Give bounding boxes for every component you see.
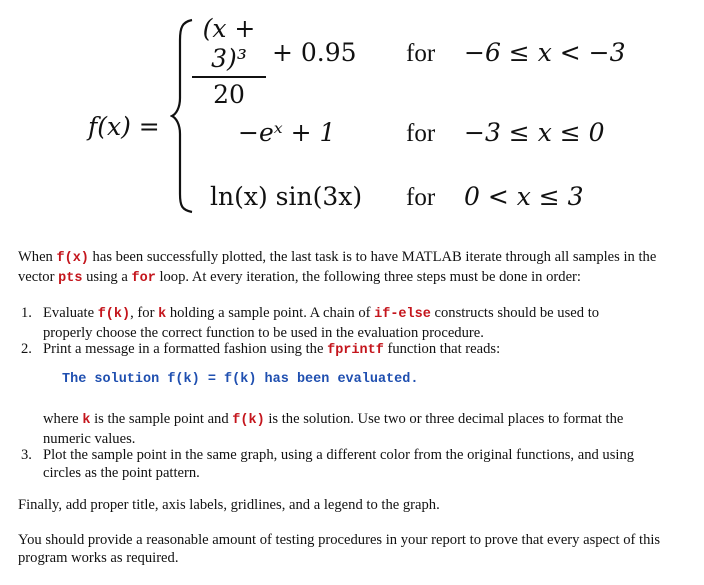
inline-code-fx: f(x): [56, 251, 89, 266]
inline-code-k: k: [158, 307, 167, 322]
inline-code-fk: f(k): [232, 413, 265, 428]
text-run: , for: [130, 305, 159, 321]
text-run: vector: [18, 269, 59, 285]
testing-line-2: program works as required.: [18, 550, 179, 566]
testing-paragraph: [18, 531, 688, 567]
case2-condition: −3 ≤ x ≤ 0: [464, 118, 605, 147]
list-item: [21, 340, 683, 360]
case3-expression: ln(x) sin(3x): [210, 182, 363, 211]
testing-line-1: You should provide a reasonable amount of testing procedures in your report to prove that every aspect of this: [18, 532, 661, 548]
inline-code-fk: f(k): [97, 307, 131, 322]
item3-line-2: circles as the point pattern.: [43, 465, 200, 481]
item2-where-text: [43, 410, 683, 448]
case1-denominator: 20: [213, 80, 245, 109]
list-number: 2.: [21, 341, 32, 357]
list-number: 1.: [21, 305, 32, 321]
case2-expr-text: −eˣ + 1: [238, 118, 336, 147]
case2-expression: [238, 118, 335, 147]
inline-code-if-else: if-else: [374, 307, 431, 322]
case1-for: for: [406, 40, 436, 67]
case1-fraction: [192, 14, 266, 110]
case1-condition: −6 ≤ x < −3: [464, 38, 626, 67]
case3-condition: 0 < x ≤ 3: [464, 182, 584, 211]
inline-code-fprintf: fprintf: [327, 343, 384, 358]
text-run: is the sample point and: [90, 411, 233, 427]
case1-tail: + 0.95: [272, 38, 357, 67]
text-run: loop. At every iteration, the following three steps must be done in order:: [155, 269, 581, 285]
text-run: Evaluate: [43, 305, 98, 321]
equation-lhs: [88, 112, 160, 141]
inline-code-pts: pts: [58, 271, 83, 286]
intro-line-1: [18, 248, 688, 268]
finally-paragraph: Finally, add proper title, axis labels, gridlines, and a legend to the graph.: [18, 497, 440, 513]
list-item: [21, 304, 683, 342]
item2-line-1: [43, 340, 683, 360]
fraction-bar: [192, 76, 266, 78]
text-run: where: [43, 411, 83, 427]
case2-for: for: [406, 120, 436, 147]
fprintf-message: The solution f(k) = f(k) has been evaluated.: [62, 372, 419, 387]
item1-line-1: [43, 304, 683, 324]
text-run: Print a message in a formatted fashion using the: [43, 341, 328, 357]
list-number: 3.: [21, 447, 32, 463]
text-run: holding a sample point. A chain of: [166, 305, 375, 321]
intro-paragraph: [18, 248, 688, 288]
text-run: using a: [82, 269, 132, 285]
item1-line-2: properly choose the correct function to be used in the evaluation procedure.: [43, 325, 484, 341]
inline-code-k: k: [82, 413, 91, 428]
list-item: [21, 446, 683, 482]
case1-numerator: (x + 3)³: [202, 14, 256, 73]
where-line-2: numeric values.: [43, 431, 136, 447]
item3-line-1: Plot the sample point in the same graph, using a different color from the original functions, and using: [43, 447, 635, 463]
text-run: function that reads:: [383, 341, 501, 357]
text-run: has been successfully plotted, the last task is to have MATLAB iterate through all samples in the: [88, 249, 657, 265]
text-run: When: [18, 249, 57, 265]
text-run: constructs should be used to: [430, 305, 600, 321]
text-run: is the solution. Use two or three decimal places to format the: [264, 411, 624, 427]
inline-code-for: for: [131, 271, 156, 286]
piecewise-equation: [0, 0, 704, 222]
lhs-text: f(x) =: [88, 112, 160, 141]
where-line-1: [43, 410, 683, 430]
intro-line-2: [18, 268, 688, 288]
case3-for: for: [406, 184, 436, 211]
